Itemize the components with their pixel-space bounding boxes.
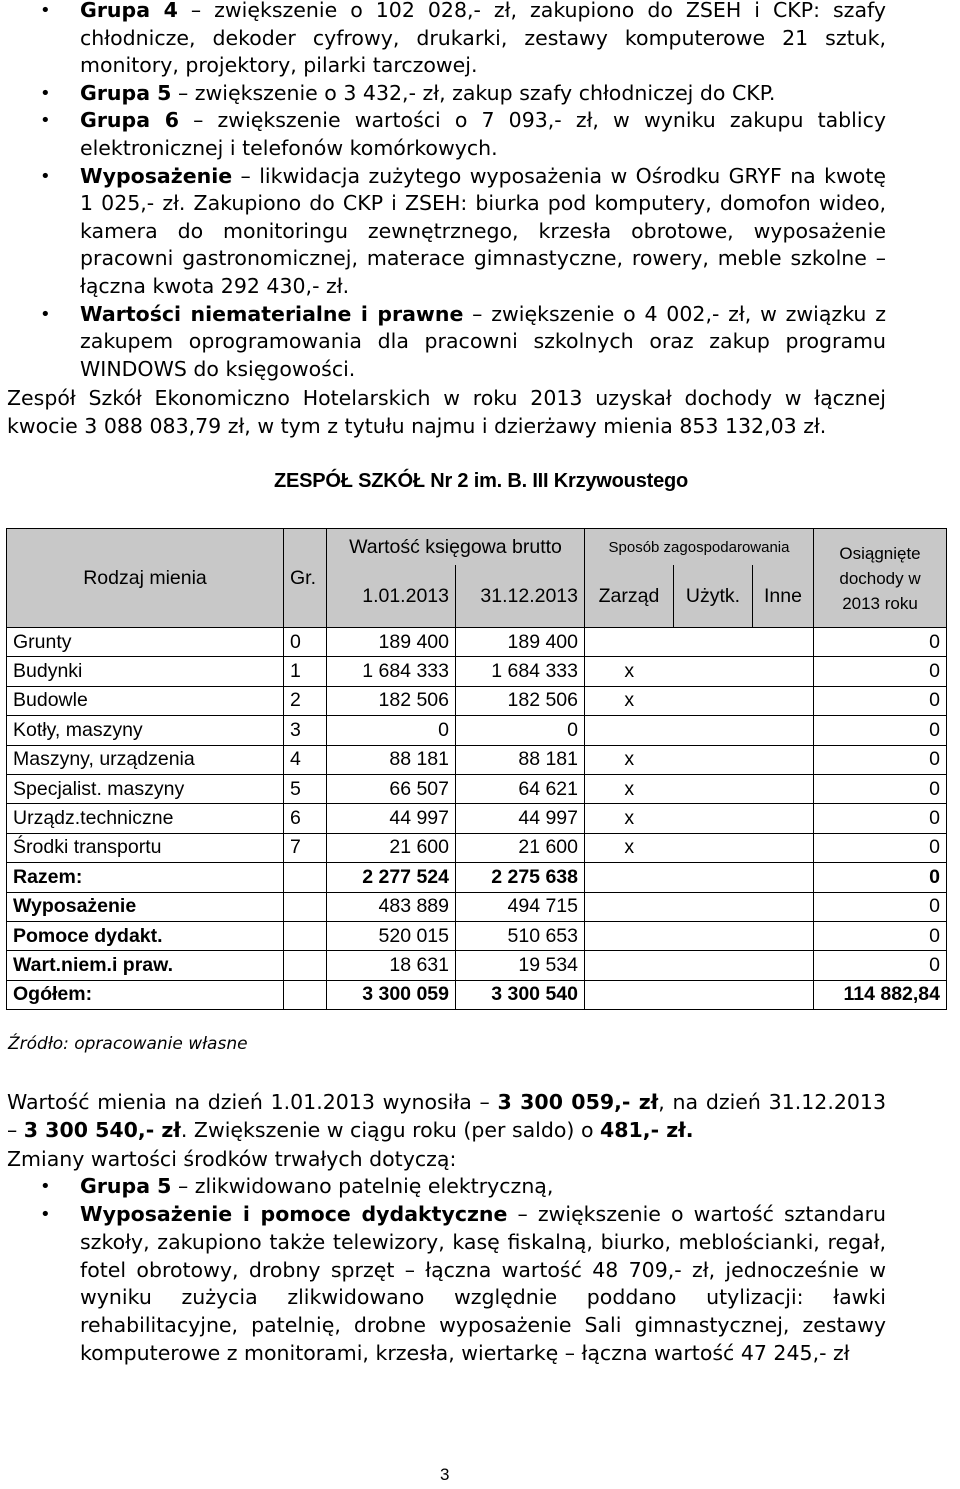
- bullet-label: Wyposażenie i pomoce dydaktyczne: [80, 1202, 508, 1227]
- cell-value-end: 64 621: [456, 774, 585, 803]
- bullet-text: – likwidacja zużytego wyposażenia w Ośrodku GRYF na kwotę 1 025,- zł. Zakupiono do CKP i ZSEH: biurka pod komputery, domofon wideo, kamera do monitoringu zewnętrznego, krzesła obrotowe, wyposażenie pracowni gastronomicznej, materace gimnastyczne, rowery, meble szkolne – łączna kwota 292 430,- zł.: [80, 163, 886, 298]
- cell-dochody: 0: [814, 657, 947, 686]
- cell-zarzad: [585, 892, 674, 921]
- cell-name: Specjalist. maszyny: [7, 774, 284, 803]
- bullet-label: Wartości niematerialne i prawne: [80, 301, 464, 326]
- bullet-text: – zwiększenie wartości o 7 093,- zł, w wyniku zakupu tablicy elektronicznej i telefonów komórkowych.: [80, 108, 886, 160]
- bullet-text: – zwiększenie o wartość sztandaru szkoły, zakupiono także telewizory, kasę fiskalną, biurko, meblościanki, regał, fotel obrotowy, drobny sprzęt – łączna wartość 48 709,- zł, jednocześnie w wyniku zużycia zlikwidowano względnie poddano utylizacji: ławki rehabilitacyjne, patelnię, drobne wyposażenie Sali gimnastycznej, zestawy komputerowe z monitorami, krzesła, wiertarkę – łączna wartość 47 245,- zł: [80, 1202, 886, 1365]
- table-row: [7, 804, 947, 833]
- cell-inne: [753, 628, 814, 657]
- cell-inne: [753, 745, 814, 774]
- cell-uzytk: [674, 745, 753, 774]
- table-row: [7, 921, 947, 950]
- cell-dochody: 0: [814, 686, 947, 715]
- cell-group: 3: [284, 716, 327, 745]
- cell-zarzad: [585, 951, 674, 980]
- cell-zarzad: x: [585, 804, 674, 833]
- summary-paragraph: Zespół Szkół Ekonomiczno Hotelarskich w roku 2013 uzyskał dochody w łącznej kwocie 3 088 083,79 zł, w tym z tytułu najmu i dzierżawy mienia 853 132,03 zł.: [7, 386, 886, 439]
- cell-inne: [753, 804, 814, 833]
- cell-inne: [753, 863, 814, 892]
- header-sposob: Sposób zagospodarowania: [585, 529, 814, 566]
- value-bold-1: 3 300 059,- zł: [497, 1090, 659, 1114]
- property-table: [6, 528, 947, 1010]
- cell-uzytk: [674, 833, 753, 862]
- bottom-bullet-list: [0, 1173, 960, 1368]
- bullet-item: [0, 80, 960, 108]
- cell-inne: [753, 716, 814, 745]
- table-row: [7, 628, 947, 657]
- cell-value-start: 520 015: [327, 921, 456, 950]
- cell-dochody: 0: [814, 716, 947, 745]
- value-text-2: , na dzień 31.12.2013 –: [7, 1090, 887, 1143]
- table-row: [7, 833, 947, 862]
- cell-value-start: 182 506: [327, 686, 456, 715]
- table-row: [7, 980, 947, 1009]
- cell-group: [284, 863, 327, 892]
- cell-value-end: 182 506: [456, 686, 585, 715]
- cell-uzytk: [674, 863, 753, 892]
- cell-value-start: 0: [327, 716, 456, 745]
- cell-group: [284, 951, 327, 980]
- cell-value-end: 2 275 638: [456, 863, 585, 892]
- table-row: [7, 657, 947, 686]
- cell-name: Pomoce dydakt.: [7, 921, 284, 950]
- header-date-start: 1.01.2013: [327, 565, 456, 628]
- bullet-item: [0, 0, 960, 80]
- cell-value-end: 189 400: [456, 628, 585, 657]
- cell-uzytk: [674, 657, 753, 686]
- cell-dochody: 0: [814, 892, 947, 921]
- cell-name: Urządz.techniczne: [7, 804, 284, 833]
- table-row: [7, 716, 947, 745]
- cell-group: 2: [284, 686, 327, 715]
- cell-group: [284, 980, 327, 1009]
- bullet-label: Grupa 6: [80, 108, 180, 133]
- cell-dochody: 0: [814, 774, 947, 803]
- top-bullet-list: [0, 0, 960, 383]
- cell-name: Budowle: [7, 686, 284, 715]
- bullet-label: Grupa 5: [80, 1174, 172, 1199]
- header-date-end: 31.12.2013: [456, 565, 585, 628]
- cell-group: 6: [284, 804, 327, 833]
- bullet-item: [0, 107, 960, 162]
- table-row: [7, 892, 947, 921]
- cell-group: 4: [284, 745, 327, 774]
- cell-dochody: 0: [814, 745, 947, 774]
- cell-group: 7: [284, 833, 327, 862]
- cell-inne: [753, 686, 814, 715]
- cell-name: Razem:: [7, 863, 284, 892]
- table-row: [7, 774, 947, 803]
- cell-value-start: 1 684 333: [327, 657, 456, 686]
- header-uzytk: Użytk.: [674, 565, 753, 628]
- cell-inne: [753, 951, 814, 980]
- cell-uzytk: [674, 980, 753, 1009]
- table-row: [7, 745, 947, 774]
- cell-value-end: 3 300 540: [456, 980, 585, 1009]
- table-row: [7, 863, 947, 892]
- cell-name: Środki transportu: [7, 833, 284, 862]
- page-number: 3: [440, 1465, 450, 1484]
- value-text-1: Wartość mienia na dzień 1.01.2013 wynosiła –: [7, 1090, 498, 1114]
- bullet-label: Grupa 4: [80, 0, 178, 22]
- cell-zarzad: [585, 628, 674, 657]
- cell-dochody: 0: [814, 628, 947, 657]
- cell-zarzad: [585, 921, 674, 950]
- cell-inne: [753, 833, 814, 862]
- header-zarzad: Zarząd: [585, 565, 674, 628]
- bullet-item: [0, 1201, 960, 1368]
- cell-uzytk: [674, 804, 753, 833]
- table-row: [7, 686, 947, 715]
- cell-zarzad: x: [585, 686, 674, 715]
- cell-dochody: 0: [814, 863, 947, 892]
- cell-group: 0: [284, 628, 327, 657]
- cell-uzytk: [674, 716, 753, 745]
- cell-uzytk: [674, 774, 753, 803]
- cell-name: Budynki: [7, 657, 284, 686]
- top-section: [0, 0, 960, 383]
- cell-value-start: 18 631: [327, 951, 456, 980]
- changes-intro: Zmiany wartości środków trwałych dotyczą:: [7, 1146, 457, 1171]
- cell-uzytk: [674, 951, 753, 980]
- cell-name: Ogółem:: [7, 980, 284, 1009]
- header-dochody: Osiągnięte dochody w 2013 roku: [814, 529, 947, 628]
- header-gr: Gr.: [284, 529, 327, 628]
- cell-uzytk: [674, 628, 753, 657]
- header-inne: Inne: [753, 565, 814, 628]
- cell-value-start: 483 889: [327, 892, 456, 921]
- cell-dochody: 0: [814, 921, 947, 950]
- value-bold-2: 3 300 540,- zł: [23, 1118, 181, 1143]
- cell-zarzad: [585, 716, 674, 745]
- cell-value-start: 44 997: [327, 804, 456, 833]
- cell-uzytk: [674, 921, 753, 950]
- cell-value-end: 21 600: [456, 833, 585, 862]
- cell-value-end: 19 534: [456, 951, 585, 980]
- cell-dochody: 0: [814, 833, 947, 862]
- cell-dochody: 0: [814, 804, 947, 833]
- cell-group: [284, 921, 327, 950]
- table-title: [0, 470, 960, 493]
- cell-inne: [753, 980, 814, 1009]
- cell-value-end: 44 997: [456, 804, 585, 833]
- cell-zarzad: [585, 863, 674, 892]
- cell-inne: [753, 921, 814, 950]
- cell-value-end: 1 684 333: [456, 657, 585, 686]
- table-body: [7, 628, 947, 1010]
- cell-value-start: 88 181: [327, 745, 456, 774]
- bullet-item: [0, 301, 960, 384]
- bullet-text: – zwiększenie o 102 028,- zł, zakupiono do ZSEH i CKP: szafy chłodnicze, dekoder cyfrowy, drukarki, zestawy komputerowe 21 sztuk, monitory, projektory, pilarki tarczowej.: [80, 0, 886, 78]
- bullet-text: – zlikwidowano patelnię elektryczną,: [171, 1174, 554, 1199]
- cell-dochody: 114 882,84: [814, 980, 947, 1009]
- cell-group: 1: [284, 657, 327, 686]
- cell-name: Kotły, maszyny: [7, 716, 284, 745]
- cell-name: Wyposażenie: [7, 892, 284, 921]
- source-note: Źródło: opracowanie własne: [8, 1034, 248, 1054]
- bullet-label: Grupa 5: [80, 80, 172, 105]
- value-paragraph: [0, 1088, 960, 1145]
- cell-value-start: 3 300 059: [327, 980, 456, 1009]
- cell-dochody: 0: [814, 951, 947, 980]
- cell-value-end: 88 181: [456, 745, 585, 774]
- cell-name: Wart.niem.i praw.: [7, 951, 284, 980]
- bullet-item: [0, 1173, 960, 1201]
- cell-name: Maszyny, urządzenia: [7, 745, 284, 774]
- cell-zarzad: x: [585, 745, 674, 774]
- cell-zarzad: x: [585, 774, 674, 803]
- cell-zarzad: x: [585, 657, 674, 686]
- cell-inne: [753, 657, 814, 686]
- header-rodzaj: Rodzaj mienia: [7, 529, 284, 628]
- header-wartosc: Wartość księgowa brutto: [327, 529, 585, 566]
- bullet-text: – zwiększenie o 3 432,- zł, zakup szafy chłodniczej do CKP.: [171, 80, 776, 105]
- cell-value-start: 21 600: [327, 833, 456, 862]
- cell-value-start: 189 400: [327, 628, 456, 657]
- table-row: [7, 951, 947, 980]
- cell-group: [284, 892, 327, 921]
- income-summary: [0, 384, 960, 441]
- table-title-text: ZESPÓŁ SZKÓŁ Nr 2 im. B. III Krzywoustego: [273, 470, 689, 492]
- cell-value-start: 2 277 524: [327, 863, 456, 892]
- cell-uzytk: [674, 686, 753, 715]
- bottom-section: [0, 1088, 960, 1368]
- bullet-label: Wyposażenie: [80, 163, 233, 188]
- cell-value-end: 494 715: [456, 892, 585, 921]
- cell-name: Grunty: [7, 628, 284, 657]
- cell-group: 5: [284, 774, 327, 803]
- cell-uzytk: [674, 892, 753, 921]
- cell-inne: [753, 774, 814, 803]
- cell-inne: [753, 892, 814, 921]
- cell-zarzad: x: [585, 833, 674, 862]
- value-bold-3: 481,- zł.: [600, 1118, 694, 1143]
- cell-value-end: 510 653: [456, 921, 585, 950]
- cell-value-start: 66 507: [327, 774, 456, 803]
- cell-zarzad: [585, 980, 674, 1009]
- bullet-text: – zwiększenie o 4 002,- zł, w związku z zakupem oprogramowania dla pracowni szkolnych oraz zakup programu WINDOWS do księgowości.: [80, 301, 886, 381]
- bullet-item: [0, 163, 960, 301]
- cell-value-end: 0: [456, 716, 585, 745]
- value-text-3: . Zwiększenie w ciągu roku (per saldo) o: [180, 1118, 601, 1143]
